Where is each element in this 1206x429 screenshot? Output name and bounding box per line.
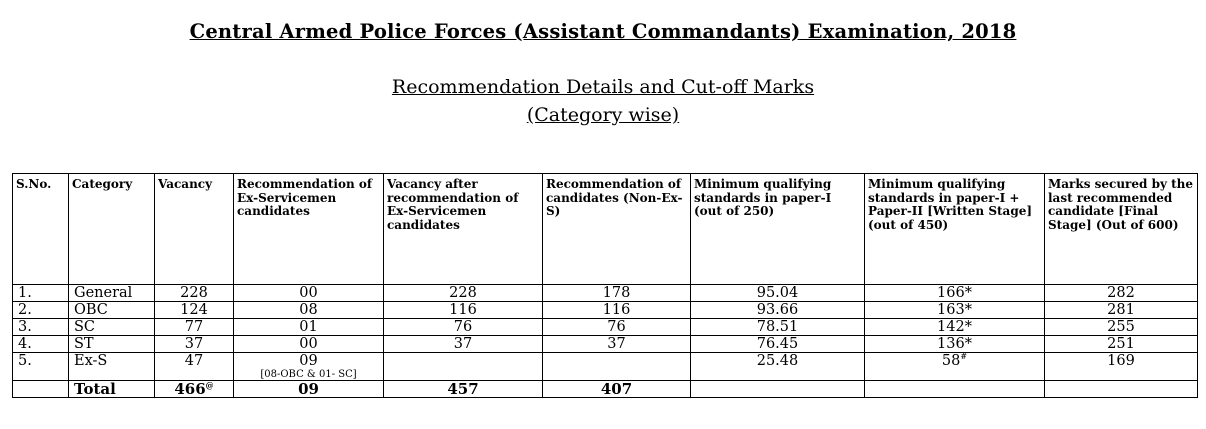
cell-final-marks: 251 <box>1045 336 1198 353</box>
cell-exs-recommendation <box>234 353 384 381</box>
cell-min-paper1: 25.48 <box>691 353 865 381</box>
header-min-paper1-paper2: Minimum qualifying standards in paper-I + Paper-II [Written Stage] (out of 450) <box>865 174 1045 285</box>
total-non-exs-recommendation: 407 <box>543 381 691 398</box>
min-p1p2-value: 136 <box>937 336 965 352</box>
cell-min-paper1-paper2 <box>865 319 1045 336</box>
cell-sno-empty <box>13 381 69 398</box>
page-title: Central Armed Police Forces (Assistant Commandants) Examination, 2018 <box>189 20 1017 43</box>
cell-min-paper1: 78.51 <box>691 319 865 336</box>
table-row <box>13 336 1198 353</box>
cell-vacancy-after: 228 <box>384 285 543 302</box>
cell-category: General <box>69 285 155 302</box>
cell-vacancy-after: 76 <box>384 319 543 336</box>
cell-min-paper1: 95.04 <box>691 285 865 302</box>
total-min-paper1-empty <box>691 381 865 398</box>
min-p1p2-mark: * <box>964 285 972 301</box>
exs-rec-breakdown-note: [08-OBC & 01- SC] <box>260 369 357 380</box>
cell-vacancy: 228 <box>155 285 234 302</box>
total-exs-recommendation: 09 <box>234 381 384 398</box>
cell-min-paper1: 76.45 <box>691 336 865 353</box>
min-p1p2-value: 163 <box>937 302 965 318</box>
cell-min-paper1-paper2 <box>865 336 1045 353</box>
subtitle-line-1: Recommendation Details and Cut-off Marks <box>391 76 815 98</box>
cell-final-marks: 282 <box>1045 285 1198 302</box>
cutoff-table <box>12 173 1198 398</box>
header-row <box>13 174 1198 285</box>
header-sno: S.No. <box>13 174 69 285</box>
exs-rec-value: 00 <box>299 285 318 301</box>
table-row <box>13 285 1198 302</box>
cell-exs-recommendation <box>234 336 384 353</box>
cell-category: SC <box>69 319 155 336</box>
total-final-marks-empty <box>1045 381 1198 398</box>
cell-final-marks: 169 <box>1045 353 1198 381</box>
total-row <box>13 381 1198 398</box>
exs-rec-value: 09 <box>299 353 318 369</box>
cell-non-exs-recommendation: 76 <box>543 319 691 336</box>
cell-final-marks: 281 <box>1045 302 1198 319</box>
cell-vacancy-after: 37 <box>384 336 543 353</box>
table-row <box>13 302 1198 319</box>
cell-sno: 5. <box>13 353 69 381</box>
table-row <box>13 319 1198 336</box>
cell-sno: 1. <box>13 285 69 302</box>
exs-rec-value: 01 <box>299 319 318 335</box>
min-p1p2-value: 58 <box>941 353 961 369</box>
cell-category: OBC <box>69 302 155 319</box>
header-non-exs-recommendation: Recommendation of candidates (Non-Ex-S) <box>543 174 691 285</box>
cell-min-paper1: 93.66 <box>691 302 865 319</box>
cell-vacancy: 124 <box>155 302 234 319</box>
cell-vacancy-after <box>384 353 543 381</box>
header-vacancy: Vacancy <box>155 174 234 285</box>
header-exs-recommendation: Recommendation of Ex-Servicemen candidates <box>234 174 384 285</box>
min-p1p2-value: 166 <box>937 285 965 301</box>
cell-min-paper1-paper2 <box>865 285 1045 302</box>
header-category: Category <box>69 174 155 285</box>
total-min-paper1-paper2-empty <box>865 381 1045 398</box>
total-vacancy-value: 466 <box>174 380 206 398</box>
cell-vacancy: 77 <box>155 319 234 336</box>
min-p1p2-mark: * <box>964 319 972 335</box>
cell-sno: 4. <box>13 336 69 353</box>
header-final-marks: Marks secured by the last recommended candidate [Final Stage] (Out of 600) <box>1045 174 1198 285</box>
cell-non-exs-recommendation: 178 <box>543 285 691 302</box>
cell-min-paper1-paper2 <box>865 353 1045 381</box>
min-p1p2-mark: * <box>964 302 972 318</box>
min-p1p2-mark: * <box>964 336 972 352</box>
cell-exs-recommendation <box>234 285 384 302</box>
cell-vacancy: 37 <box>155 336 234 353</box>
cell-non-exs-recommendation <box>543 353 691 381</box>
total-label: Total <box>69 381 155 398</box>
header-vacancy-after: Vacancy after recommendation of Ex-Servicemen candidates <box>384 174 543 285</box>
cell-vacancy: 47 <box>155 353 234 381</box>
cell-category: Ex-S <box>69 353 155 381</box>
cell-min-paper1-paper2 <box>865 302 1045 319</box>
cell-sno: 3. <box>13 319 69 336</box>
header-min-paper1: Minimum qualifying standards in paper-I (out of 250) <box>691 174 865 285</box>
cell-vacancy-after: 116 <box>384 302 543 319</box>
cell-category: ST <box>69 336 155 353</box>
min-p1p2-mark: # <box>960 352 968 362</box>
cell-sno: 2. <box>13 302 69 319</box>
table-row <box>13 353 1198 381</box>
exs-rec-value: 08 <box>299 302 318 318</box>
cell-exs-recommendation <box>234 302 384 319</box>
cell-non-exs-recommendation: 116 <box>543 302 691 319</box>
subtitle-line-2: (Category wise) <box>526 104 680 126</box>
total-vacancy-mark: @ <box>205 380 214 390</box>
min-p1p2-value: 142 <box>937 319 965 335</box>
exs-rec-value: 00 <box>299 336 318 352</box>
cell-non-exs-recommendation: 37 <box>543 336 691 353</box>
total-vacancy <box>155 381 234 398</box>
cell-final-marks: 255 <box>1045 319 1198 336</box>
cell-exs-recommendation <box>234 319 384 336</box>
total-vacancy-after: 457 <box>384 381 543 398</box>
